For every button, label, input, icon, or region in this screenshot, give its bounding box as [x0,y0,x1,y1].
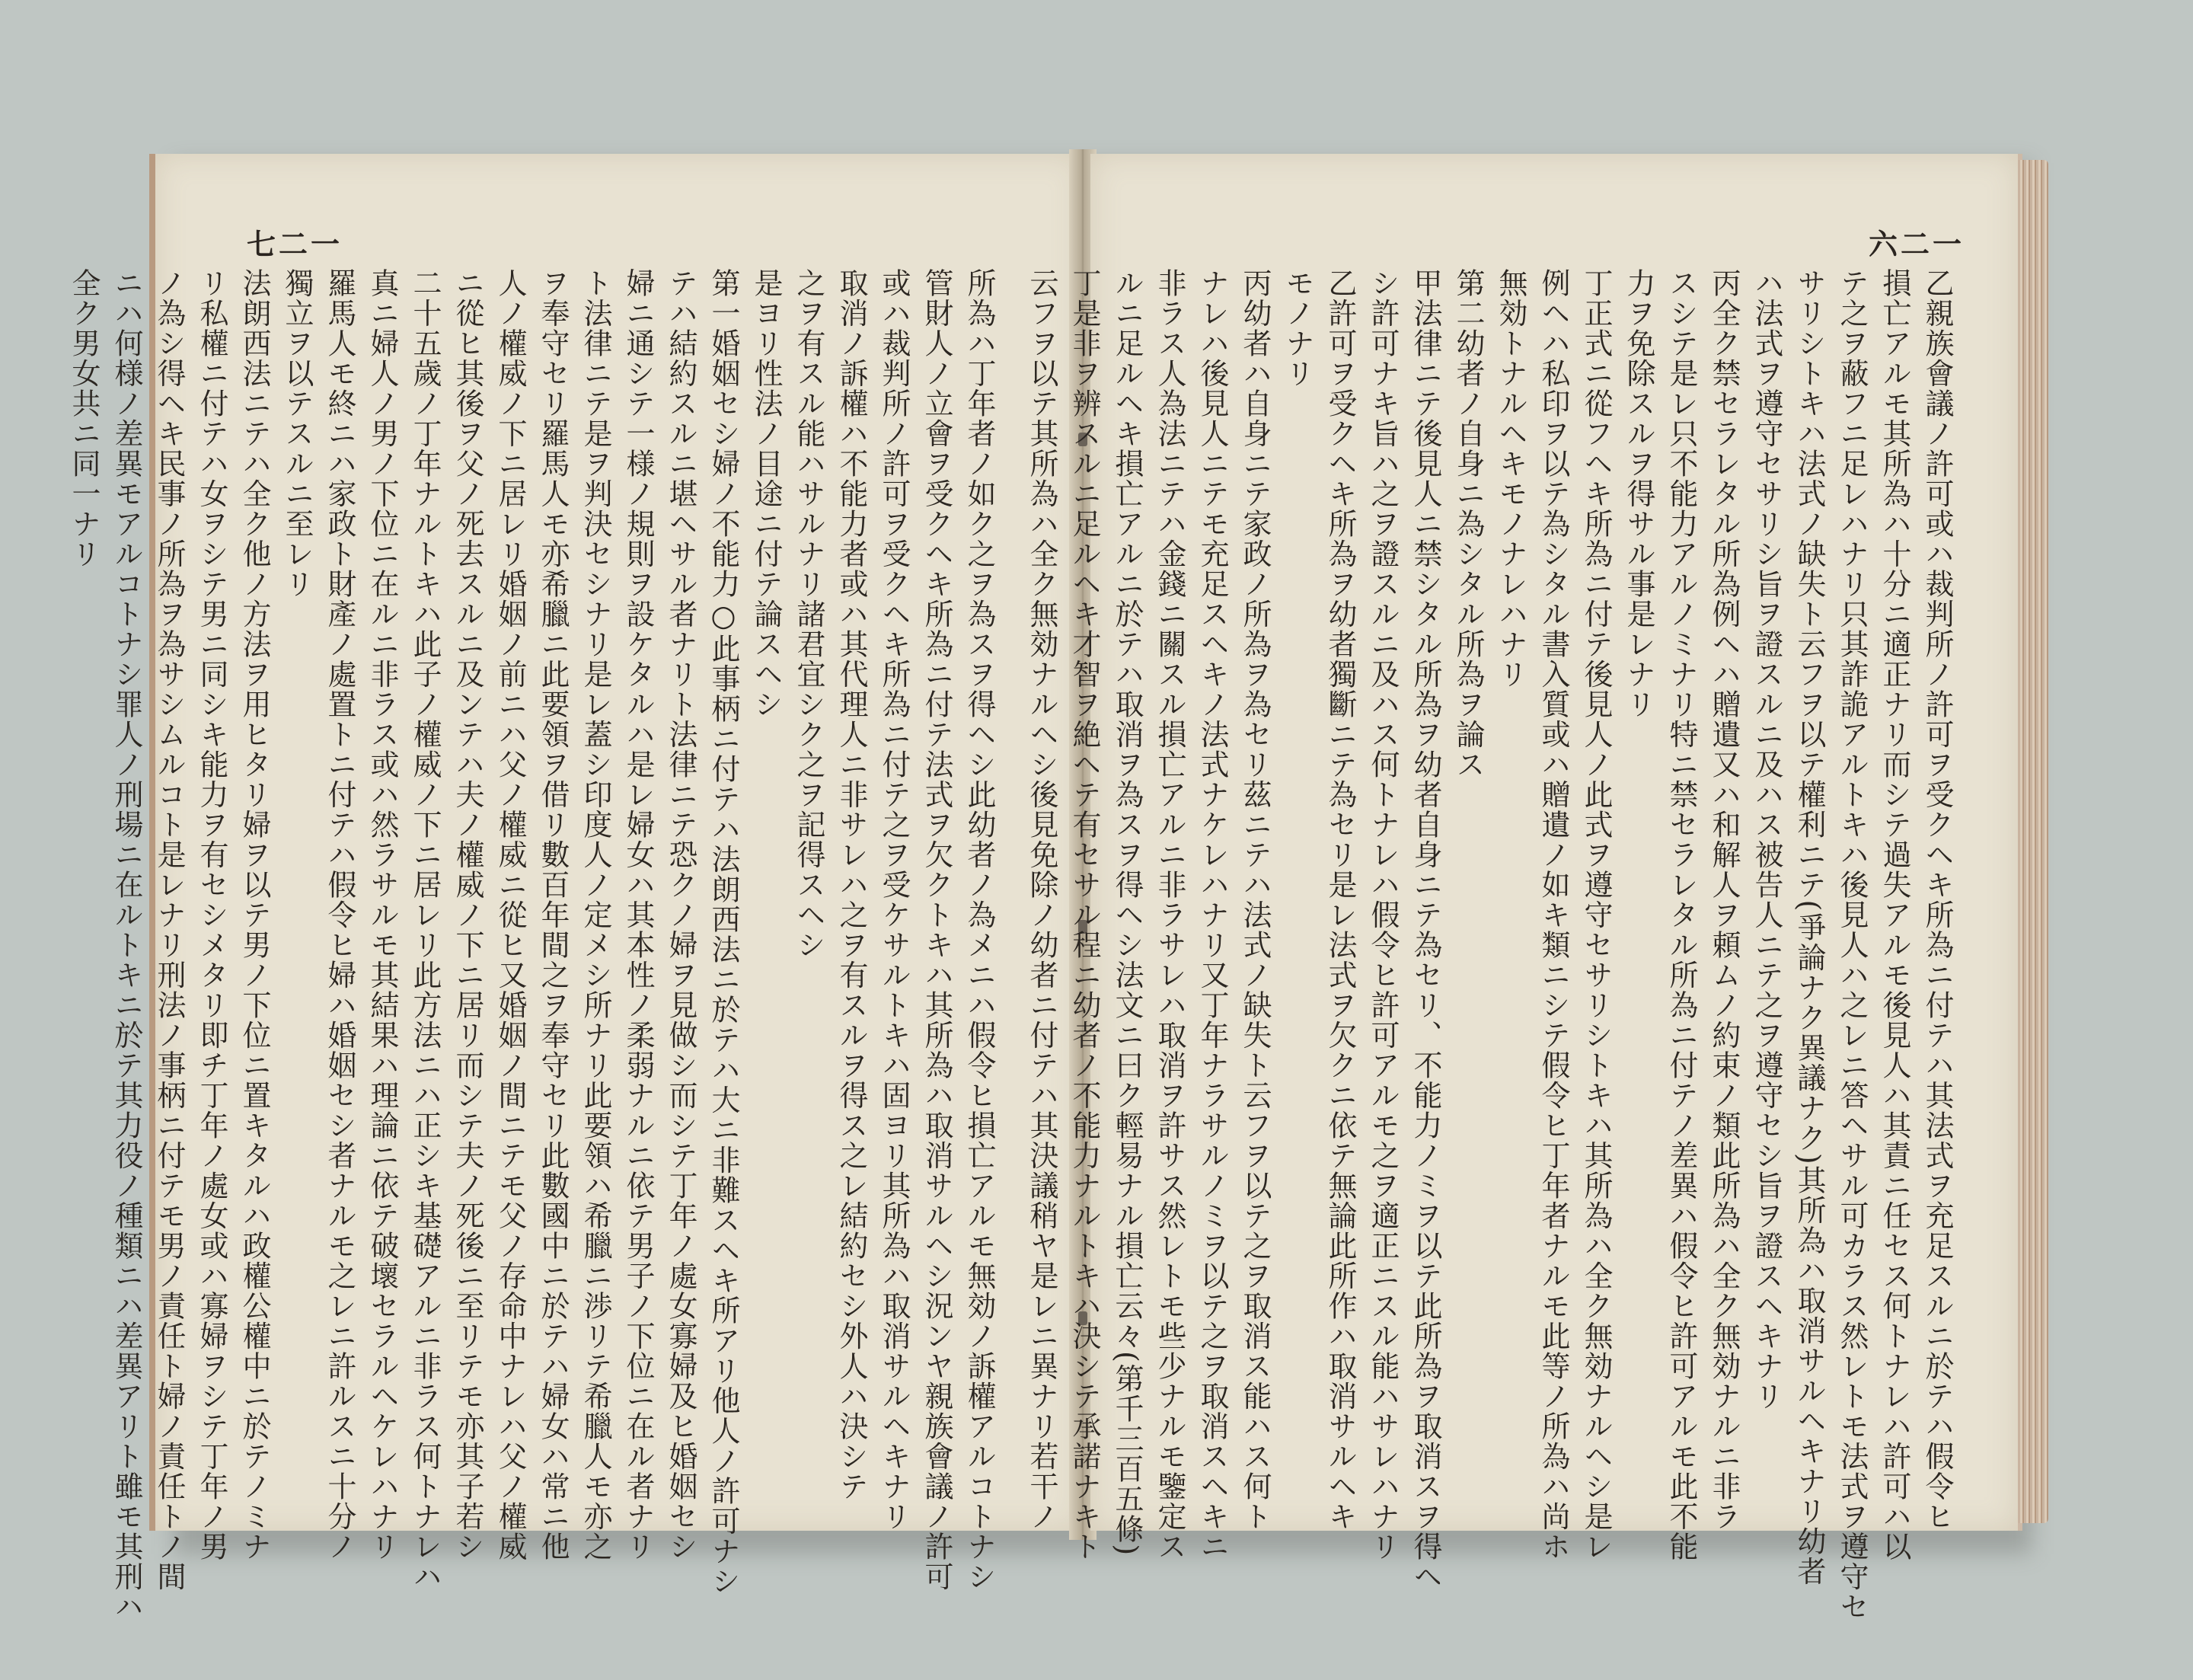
text-line: 乙許可ヲ受クヘキ所為ヲ幼者獨斷ニテ為セリ是レ法式ヲ欠クニ依テ無論此所作ハ取消サルヘキ [1323,268,1357,1531]
text-line: ニ從ヒ其後ヲ父ノ死去スルニ及ンテハ夫ノ權威ノ下ニ居リ而シテ夫ノ死後ニ至リテモ亦其子若シ [451,268,484,1562]
text-line: ナレハ後見人ニテモ充足スヘキノ法式ナケレハナリ又丁年ナラサルノミヲ以テ之ヲ取消スヘキニ [1195,268,1229,1562]
text-line: 甲法律ニテ後見人ニ禁シタル所為ヲ幼者自身ニテ為セリ、不能力ノミヲ以テ此所為ヲ取消スヲ得ヘ [1409,268,1442,1592]
text-line: 是ヨリ性法ノ目途ニ付テ論スヘシ [749,268,783,720]
left-page-text [67,268,1001,1622]
left-page [67,154,1081,1622]
text-line: 婦ニ通シテ一様ノ規則ヲ設ケタルハ是レ婦女ハ其本性ノ柔弱ナルニ依テ男子ノ下位ニ在ル者ナリ [621,268,655,1562]
text-line: 乙親族會議ノ許可或ハ裁判所ノ許可ヲ受クヘキ所為ニ付テハ其法式ヲ充足スルニ於テハ假令ヒ [1920,268,1954,1531]
text-line: 取消ノ訴權ハ不能力者或ハ其代理人ニ非サレハ之ヲ有スルヲ得ス之レ結約セシ外人ハ決シテ [835,268,868,1502]
text-line: ト法律ニテ是ヲ判決セシナリ是レ蓋シ印度人ノ定メシ所ナリ此要領ハ希臘ニ渉リテ希臘人モ亦之 [579,268,612,1562]
text-line: 管財人ノ立會ヲ受クヘキ所為ニ付テ法式ヲ欠クトキハ其所為ハ取消サルヘシ況ンヤ親族會議ノ許可 [920,268,953,1592]
text-line: 法朗西法ニテハ全ク他ノ方法ヲ用ヒタリ婦ヲ以テ男ノ下位ニ置キタルハ政權公權中ニ於テノミナ [238,268,271,1562]
text-line: サリシトキハ法式ノ缺失ト云フヲ以テ權利ニテ(爭論ナク異議ナク)其所為ハ取消サルヘキナリ幼者 [1792,268,1826,1587]
text-line: 丁是非ヲ辨スルニ足ルヘキ才智ヲ絶ヘテ有セサル程ニ幼者ノ不能力ナルトキハ決シテ承諾ナキト [1068,268,1101,1562]
text-line: 云フヲ以テ其所為ハ全ク無効ナルヘシ後見免除ノ幼者ニ付テハ其決議稍ヤ是レニ異ナリ若干ノ [1025,268,1058,1531]
text-line: リ私權ニ付テハ女ヲシテ男ニ同シキ能力ヲ有セシメタリ即チ丁年ノ處女或ハ寡婦ヲシテ丁年ノ男 [195,268,228,1562]
right-page-text [1025,268,1958,1622]
text-line: ヲ奉守セリ羅馬人モ亦希臘ニ此要領ヲ借リ數百年間之ヲ奉守セリ此數國中ニ於テハ婦女ハ常ニ他 [536,268,570,1562]
text-line: 所為ハ丁年者ノ如ク之ヲ為スヲ得ヘシ此幼者ノ為メニハ假令ヒ損亡アルモ無効ノ訴權アルコトナシ [962,268,996,1592]
text-line: 丙全ク禁セラレタル所為例ヘハ贈遺又ハ和解人ヲ頼ムノ約束ノ類此所為ハ全ク無効ナルニ非ラ [1707,268,1741,1531]
text-line: 例ヘハ私印ヲ以テ為シタル書入質或ハ贈遺ノ如キ類ニシテ假令ヒ丁年者ナルモ此等ノ所為ハ尚ホ [1537,268,1570,1562]
text-line: テ之ヲ蔽フニ足レハナリ只其詐詭アルトキハ後見人ハ之レニ答ヘサル可カラス然レトモ法式ヲ遵守セ [1835,268,1869,1622]
text-line: 丁正式ニ從フヘキ所為ニ付テ後見人ノ此式ヲ遵守セサリシトキハ其所為ハ全ク無効ナルヘシ是レ [1579,268,1613,1562]
text-line: スシテ是レ只不能力アルノミナリ特ニ禁セラレタル所為ニ付テノ差異ハ假令ヒ許可アルモ此不能 [1665,268,1698,1562]
left-page-number: 七二一 [247,227,343,261]
text-line: 全ク男女共ニ同一ナリ [67,268,101,569]
text-line: ニハ何様ノ差異モアルコトナシ罪人ノ刑場ニ在ルトキニ於テ其力役ノ種類ニハ差異アリト雖モ其刑ハ [110,268,143,1622]
text-line: 無効トナルヘキモノナレハナリ [1494,268,1527,689]
right-page-number: 六二一 [1868,227,1965,261]
text-line: 獨立ヲ以テスルニ至レリ [280,268,314,599]
text-line: 非ラス人為法ニテハ金錢ニ關スル損亡アルニ非ラサレハ取消ヲ許サス然レトモ些少ナルモ鑒定ス [1153,268,1186,1562]
right-page [1025,154,2022,1622]
text-line: テハ結約スルニ堪ヘサル者ナリト法律ニテ恐クノ婦ヲ見做シ而シテ丁年ノ處女寡婦及ヒ婚姻セシ [664,268,697,1562]
text-line: 力ヲ免除スルヲ得サル事是レナリ [1622,268,1655,720]
text-line: ハ法式ヲ遵守セサリシ旨ヲ證スルニ及ハス被告人ニテ之ヲ遵守セシ旨ヲ證スヘキナリ [1750,268,1783,1411]
text-line: ルニ足ルヘキ損亡アルニ於テハ取消ヲ為スヲ得ヘシ法文ニ曰ク輕易ナル損亡云々(第千三百五條) [1110,268,1144,1557]
text-line: 第一婚姻セシ婦ノ不能力○此事柄ニ付テハ法朗西法ニ於テハ大ニ非難スヘキ所アリ他人ノ許可ナシ [707,268,740,1596]
text-line: 或ハ裁判所ノ許可ヲ受クヘキ所為ニ付テ之ヲ受ケサルトキハ固ヨリ其所為ハ取消サルヘキナリ [877,268,911,1531]
text-line: 丙幼者ハ自身ニテ家政ノ所為ヲ為セリ茲ニテハ法式ノ缺失ト云フヲ以テ之ヲ取消ス能ハス何ト [1238,268,1272,1531]
text-line: 之ヲ有スル能ハサルナリ諸君宜シク之ヲ記得スヘシ [792,268,825,960]
text-line: 損亡アルモ其所為ハ十分ニ適正ナリ而シテ過失アルモ後見人ハ其責ニ任セス何トナレハ許可ハ以 [1878,268,1911,1562]
text-line: 第二幼者ノ自身ニ為シタル所為ヲ論ス [1451,268,1485,780]
text-line: 羅馬人モ終ニハ家政ト財產ノ處置トニ付テハ假令ヒ婦ハ婚姻セシ者ナルモ之レニ許ルスニ十分ノ [323,268,356,1562]
page-edges [2018,160,2048,1523]
text-line: 二十五歲ノ丁年ナルトキハ此子ノ權威ノ下ニ居レリ此方法ニハ正シキ基礎アルニ非ラス何トナレハ [408,268,442,1592]
text-line: 人ノ權威ノ下ニ居レリ婚姻ノ前ニハ父ノ權威ニ從ヒ又婚姻ノ間ニテモ父ノ存命中ナレハ父ノ權威 [493,268,527,1562]
open-book [67,149,2048,1622]
text-line: ノ為シ得ヘキ民事ノ所為ヲ為サシムルコト是レナリ刑法ノ事柄ニ付テモ男ノ責任ト婦ノ責任トノ間 [152,268,186,1592]
text-line: シ許可ナキ旨ハ之ヲ證スルニ及ハス何トナレハ假令ヒ許可アルモ之ヲ適正ニスル能ハサレハナリ [1366,268,1400,1562]
text-line: モノナリ [1281,268,1314,388]
text-line: 真ニ婦人ノ男ノ下位ニ在ルニ非ラス或ハ然ラサルモ其結果ハ理論ニ依テ破壞セラルヘケレハナリ [366,268,399,1562]
